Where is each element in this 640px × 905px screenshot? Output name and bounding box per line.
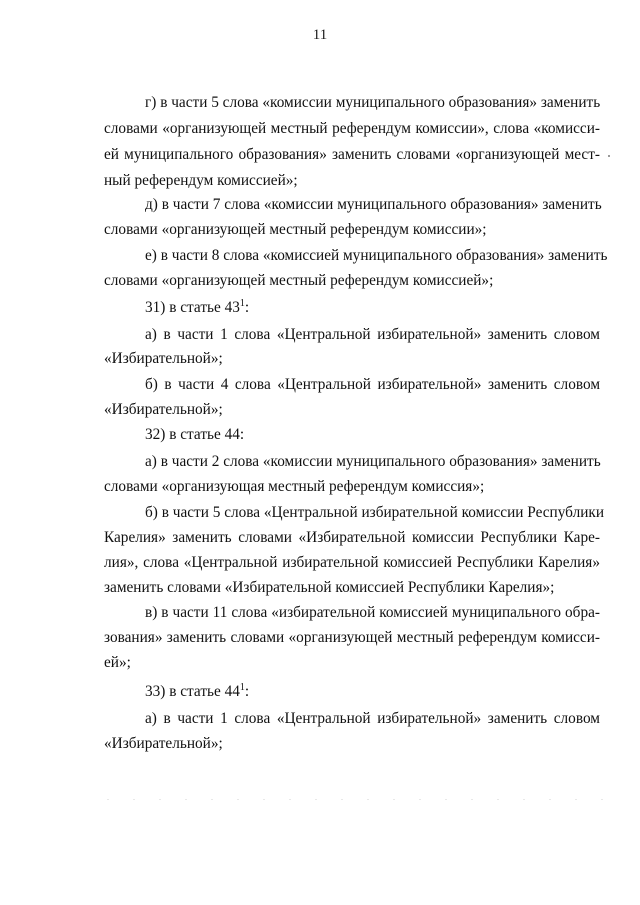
- text-line: Карелия» заменить словами «Избирательной комиссии Республики Каре-: [104, 529, 600, 546]
- text-line: словами «организующей местный референдум комиссии»;: [104, 221, 487, 238]
- article-heading-text: 33) в статье 44: [145, 683, 240, 700]
- article-heading-colon: :: [244, 299, 250, 316]
- superscript: 1: [239, 298, 245, 309]
- article-heading: [145, 682, 249, 702]
- text-line: б) в части 5 слова «Центральной избирательной комиссии Республики: [145, 504, 605, 521]
- text-line: словами «организующей местный референдум комиссии», слова «комисси-: [104, 120, 600, 137]
- article-heading: [145, 298, 249, 318]
- article-heading-colon: :: [244, 683, 250, 700]
- text-line: а) в части 1 слова «Центральной избирательной» заменить словом: [145, 710, 600, 727]
- text-line: д) в части 7 слова «комиссии муниципального образования» заменить: [145, 196, 602, 213]
- page-number: 11: [312, 27, 328, 43]
- text-line: «Избирательной»;: [104, 735, 223, 752]
- text-line: лия», слова «Центральной избирательной комиссией Республики Карелия»: [104, 554, 600, 571]
- text-line: ей»;: [104, 654, 131, 671]
- text-line: заменить словами «Избирательной комиссией Республики Карелия»;: [104, 579, 555, 596]
- scan-dotted-line: [95, 799, 605, 800]
- text-line: словами «организующей местный референдум комиссией»;: [104, 272, 494, 289]
- text-line: а) в части 1 слова «Центральной избирательной» заменить словом: [145, 326, 600, 343]
- text-line: г) в части 5 слова «комиссии муниципального образования» заменить: [145, 94, 601, 111]
- text-line: ный референдум комиссией»;: [104, 172, 298, 189]
- scan-speck: [608, 155, 610, 157]
- text-line: ей муниципального образования» заменить словами «организующей мест-: [104, 146, 600, 163]
- text-line: а) в части 2 слова «комиссии муниципального образования» заменить: [145, 453, 601, 470]
- text-line: е) в части 8 слова «комиссией муниципального образования» заменить: [145, 247, 608, 264]
- superscript: 1: [239, 682, 245, 693]
- article-heading: 32) в статье 44:: [145, 426, 245, 443]
- text-line: словами «организующая местный референдум комиссия»;: [104, 478, 485, 495]
- text-line: в) в части 11 слова «избирательной комиссией муниципального обра-: [145, 604, 600, 621]
- text-line: «Избирательной»;: [104, 401, 223, 418]
- text-line: «Избирательной»;: [104, 350, 223, 367]
- text-line: зования» заменить словами «организующей местный референдум комисси-: [104, 629, 600, 646]
- article-heading-text: 31) в статье 43: [145, 299, 240, 316]
- text-line: б) в части 4 слова «Центральной избирательной» заменить словом: [145, 376, 600, 393]
